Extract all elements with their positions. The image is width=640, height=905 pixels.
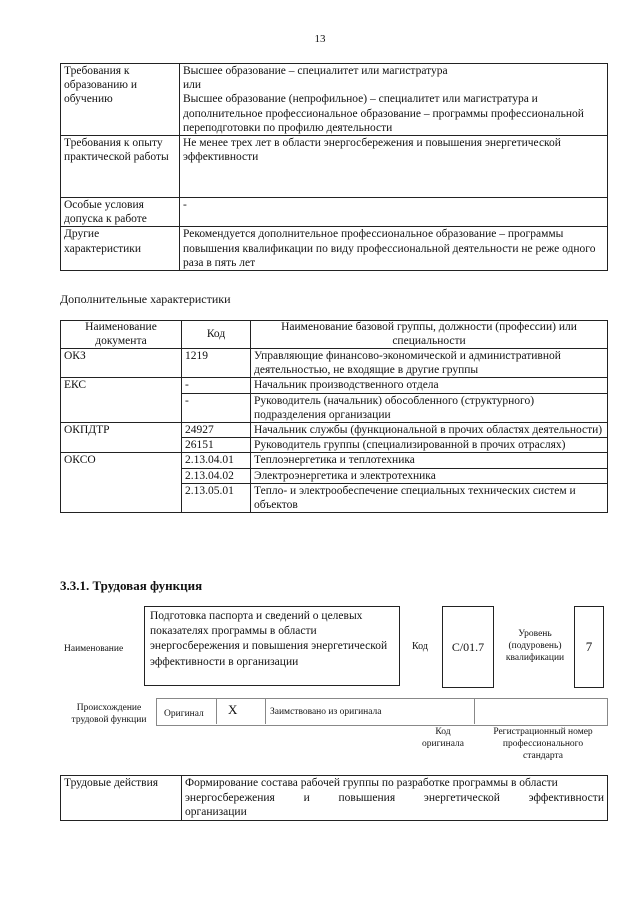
doc-cell: ОКПДТР xyxy=(61,423,182,453)
name-cell: Электроэнергетика и электротехника xyxy=(251,468,608,483)
name-cell: Руководитель (начальник) обособленного (структурного) подразделения организации xyxy=(251,393,608,422)
column-header: Наименование документа xyxy=(61,321,182,349)
text-line: Высшее образование – специалитет или магистратура xyxy=(183,65,448,77)
code-label: Код xyxy=(412,641,428,652)
table-row xyxy=(61,378,608,393)
row-value: Не менее трех лет в области энергосбережения и повышения энергетической эффективности xyxy=(180,136,608,198)
table-header-row xyxy=(61,321,608,349)
origin-divider xyxy=(474,698,475,724)
borrowed-label: Заимствовано из оригинала xyxy=(270,707,382,717)
requirements-table xyxy=(60,63,608,271)
word: и xyxy=(303,791,310,804)
code-cell: - xyxy=(182,378,251,393)
text-line: Формирование состава рабочей группы по разработке программы в области xyxy=(185,777,558,789)
actions-value xyxy=(182,776,608,821)
additional-characteristics-table xyxy=(60,320,608,513)
word: энергетической xyxy=(423,791,500,804)
doc-cell: ЕКС xyxy=(61,378,182,423)
origin-mark-divider xyxy=(216,698,266,724)
code-cell: 2.13.04.02 xyxy=(182,468,251,483)
registration-number-label: Регистрационный номер профессионального стандарта xyxy=(493,727,593,761)
code-cell: 2.13.05.01 xyxy=(182,483,251,512)
name-cell: Руководитель группы (специализированной в прочих отраслях) xyxy=(251,438,608,453)
row-label: Другие характеристики xyxy=(61,227,180,271)
section-heading: 3.3.1. Трудовая функция xyxy=(60,578,203,593)
name-cell: Управляющие финансово-экономической и административной деятельностью, не входящие в другие группы xyxy=(251,349,608,378)
row-label: Особые условия допуска к работе xyxy=(61,198,180,227)
doc-cell: ОКЗ xyxy=(61,349,182,378)
name-cell: Начальник производственного отдела xyxy=(251,378,608,393)
table-row xyxy=(61,423,608,438)
table-row xyxy=(61,349,608,378)
page-number: 13 xyxy=(314,33,326,45)
text-line: или xyxy=(183,79,202,92)
code-cell: 24927 xyxy=(182,423,251,438)
text-line: организации xyxy=(185,806,247,818)
row-label: Требования к образованию и обучению xyxy=(61,64,180,136)
name-cell: Теплоэнергетика и теплотехника xyxy=(251,453,608,468)
word: энергосбережения xyxy=(185,791,275,804)
code-original-label: Код оригинала xyxy=(422,727,464,749)
table-row xyxy=(61,776,608,821)
section-title: Дополнительные характеристики xyxy=(60,292,231,306)
code-cell: 26151 xyxy=(182,438,251,453)
row-value: - xyxy=(180,198,608,227)
name-label: Наименование xyxy=(64,644,124,654)
labor-actions-table xyxy=(60,775,608,821)
original-mark: X xyxy=(228,702,238,717)
table-row xyxy=(61,453,608,468)
table-row xyxy=(61,227,608,271)
name-cell: Тепло- и электрообеспечение специальных технических систем и объектов xyxy=(251,483,608,512)
text-line xyxy=(185,791,604,806)
name-cell: Начальник службы (функциональной в прочих областях деятельности) xyxy=(251,423,608,438)
row-value xyxy=(180,64,608,136)
level-box: 7 xyxy=(574,606,604,688)
doc-cell: ОКСО xyxy=(61,453,182,513)
table-row xyxy=(61,198,608,227)
code-cell: - xyxy=(182,393,251,422)
code-box: С/01.7 xyxy=(442,606,494,688)
row-label: Требования к опыту практической работы xyxy=(61,136,180,198)
word: эффективности xyxy=(528,791,604,804)
word: повышения xyxy=(338,791,396,804)
origin-label: Происхождение трудовой функции xyxy=(71,703,147,725)
column-header: Наименование базовой группы, должности (профессии) или специальности xyxy=(251,321,608,349)
code-cell: 2.13.04.01 xyxy=(182,453,251,468)
code-cell: 1219 xyxy=(182,349,251,378)
table-row xyxy=(61,136,608,198)
row-value: Рекомендуется дополнительное профессиональное образование – программы повышения квалификации по виду профессиональной деятельности не реже одного раза в пять лет xyxy=(180,227,608,271)
actions-label: Трудовые действия xyxy=(61,776,182,821)
function-name-box: Подготовка паспорта и сведений о целевых показателях программы в области энергосбережения и повышения энергетической эффективности в организации xyxy=(144,606,400,686)
table-row xyxy=(61,64,608,136)
column-header: Код xyxy=(182,321,251,349)
text-line: Высшее образование (непрофильное) – специалитет или магистратура и дополнительное профессиональное образование – программы профессиональной переподготовки по профилю деятельности xyxy=(183,93,584,134)
original-label: Оригинал xyxy=(164,709,204,719)
level-label: Уровень (подуровень) квалификации xyxy=(505,629,565,663)
